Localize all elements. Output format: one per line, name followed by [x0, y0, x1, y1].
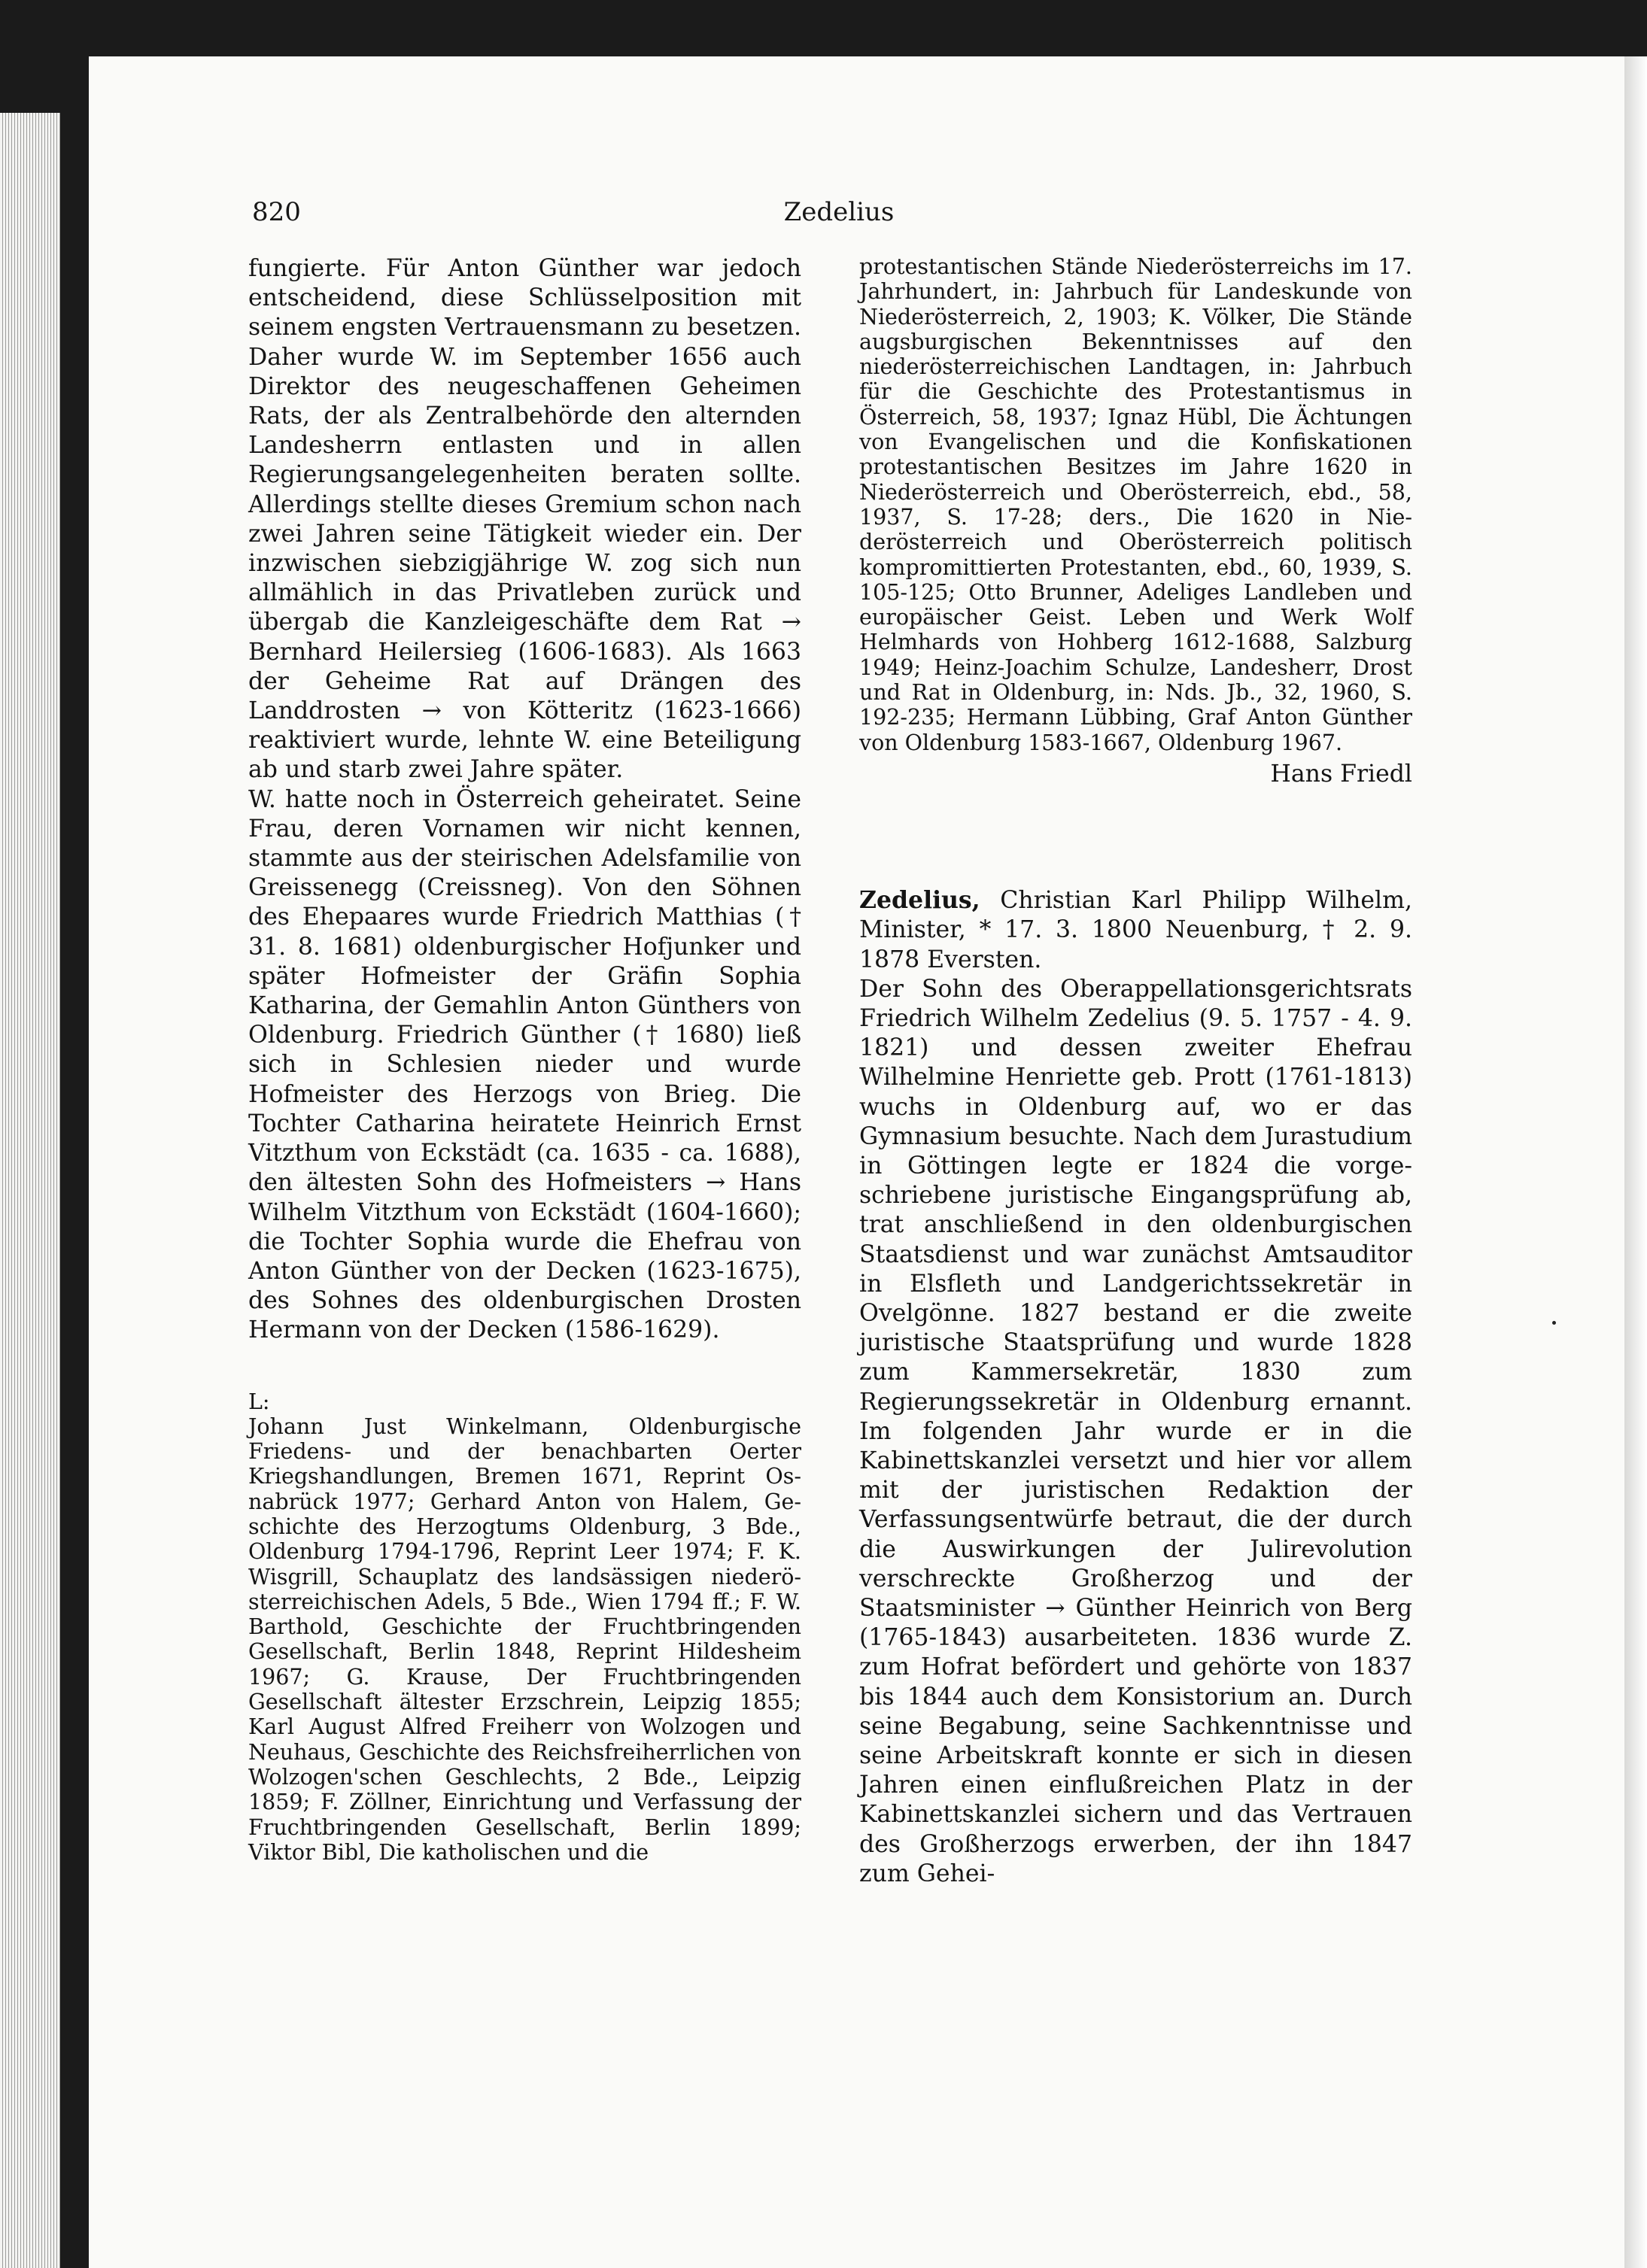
page-binding-edge: [1624, 56, 1647, 2268]
left-column: [248, 254, 801, 1865]
entry-heading: [859, 885, 1412, 975]
literature-list: Johann Just Winkelmann, Oldenburgische Friedens- und der benachbarten Oerter Kriegshandlungen, Bremen 1671, Reprint Osnabrück 1977; Gerhard Anton von Halem, Geschichte des Herzogtums Oldenburg, 3 Bde., Oldenburg 1794-1796, Reprint Leer 1974; F. K. Wisgrill, Schauplatz des landsässigen niederösterreichischen Adels, 5 Bde., Wien 1794 ff.; F. W. Barthold, Geschichte der Fruchtbringenden Gesellschaft, Berlin 1848, Reprint Hildesheim 1967; G. Krause, Der Fruchtbringenden Gesellschaft ältester Erzschrein, Leipzig 1855; Karl August Alfred Freiherr von Wolzogen und Neuhaus, Geschichte des Reichsfreiherrlichen von Wolzogen'schen Geschlechts, 2 Bde., Leipzig 1859; F. Zöllner, Einrichtung und Verfassung der Fruchtbringenden Gesellschaft, Berlin 1899; Viktor Bibl, Die katholischen und die: [248, 1413, 801, 1865]
body-paragraph: W. hatte noch in Österreich geheiratet. Seine Frau, deren Vornamen wir nicht kennen, stammte aus der steirischen Adelsfamilie von Greissenegg (Creissneg). Von den Söhnen des Ehepaares wurde Friedrich Matthias († 31. 8. 1681) oldenburgischer Hofjunker und später Hofmeister der Gräfin Sophia Katharina, der Gemahlin Anton Günthers von Oldenburg. Friedrich Günther († 1680) ließ sich in Schlesien nieder und wurde Hofmeister des Herzogs von Brieg. Die Tochter Catharina heiratete Heinrich Ernst Vitzthum von Eckstädt (ca. 1635 - ca. 1688), den ältesten Sohn des Hofmeisters → Hans Wilhelm Vitzthum von Eckstädt (1604-1660); die Tochter Sophia wurde die Ehefrau von Anton Günther von der Decken (1623-1675), des Sohnes des oldenburgischen Drosten Hermann von der Decken (1586-1629).: [248, 785, 801, 1344]
entry-body: Der Sohn des Oberappellationsgerichtsrats Friedrich Wilhelm Zedelius (9. 5. 1757 - 4. 9. 1821) und dessen zweiter Ehefrau Wilhelmine Henriette geb. Prott (1761-1813) wuchs in Oldenburg auf, wo er das Gymnasium besuchte. Nach dem Jurastudium in Göttingen legte er 1824 die vorgeschriebene juristische Eingangsprüfung ab, trat anschließend in den oldenburgischen Staatsdienst und war zunächst Amtsauditor in Elsfleth und Landgerichtssekretär in Ovelgönne. 1827 bestand er die zweite juristische Staatsprüfung und wurde 1828 zum Kammersekretär, 1830 zum Regierungssekretär in Oldenburg ernannt. Im folgenden Jahr wurde er in die Kabinettskanzlei versetzt und hier vor allem mit der juristischen Redaktion der Verfassungsentwürfe betraut, die der durch die Auswirkungen der Julirevolution verschreckte Großherzog und der Staatsminister → Günther Heinrich von Berg (1765-1843) ausarbeiteten. 1836 wurde Z. zum Hofrat befördert und gehörte von 1837 bis 1844 auch dem Konsistorium an. Durch seine Begabung, seine Sachkenntnisse und seine Arbeitskraft konnte er sich in diesen Jahren einen einflußreichen Platz in der Kabinettskanzlei sichern und das Vertrauen des Großherzogs erwerben, der ihn 1847 zum Gehei-: [859, 975, 1412, 1887]
entry-name: Zedelius,: [859, 886, 980, 915]
literature-label: L:: [248, 1389, 270, 1414]
body-paragraph: fungierte. Für Anton Günther war jedoch entscheidend, diese Schlüsselposition mit seinem engsten Vertrauensmann zu besetzen. Daher wurde W. im September 1656 auch Direktor des neugeschaffenen Geheimen Rats, der als Zentralbehörde den alternden Landesherrn entlasten und in allen Regierungsangelegenheiten beraten sollte. Allerdings stellte dieses Gremium schon nach zwei Jahren seine Tätigkeit wieder ein. Der inzwischen siebzigjährige W. zog sich nun allmählich in das Privatleben zurück und übergab die Kanzleigeschäfte dem Rat → Bernhard Heilersieg (1606-1683). Als 1663 der Geheime Rat auf Drängen des Landdrosten → von Kötteritz (1623-1666) reaktiviert wurde, lehnte W. eine Beteiligung ab und starb zwei Jahre später.: [248, 255, 801, 784]
page-number: 820: [252, 197, 301, 227]
literature-list-continued: protestantischen Stände Niederösterreichs im 17. Jahrhundert, in: Jahrbuch für Landeskunde von Niederösterreich, 2, 1903; K. Völker, Die Stände augsburgischen Bekenntnisses auf den niederösterreichischen Landtagen, in: Jahrbuch für die Geschichte des Protestantismus in Österreich, 58, 1937; Ignaz Hübl, Die Ächtungen von Evangelischen und die Konfiskationen protestantischen Besitzes im Jahre 1620 in Niederösterreich und Oberösterreich, ebd., 58, 1937, S. 17-28; ders., Die 1620 in Niederösterreich und Oberösterreich politisch kompromittierten Protestanten, ebd., 60, 1939, S. 105-125; Otto Brunner, Adeliges Landleben und europäischer Geist. Leben und Werk Wolf Helmhards von Hohberg 1612-1688, Salzburg 1949; Heinz-Joachim Schulze, Landesherr, Drost und Rat in Oldenburg, in: Nds. Jb., 32, 1960, S. 192-235; Hermann Lübbing, Graf Anton Günther von Oldenburg 1583-1667, Oldenburg 1967.: [859, 254, 1412, 755]
entry-heading-details: Christian Karl Philipp Wilhelm, Minister, * 17. 3. 1800 Neuenburg, † 2. 9. 1878 Eversten.: [859, 887, 1412, 973]
running-head: [252, 197, 1426, 235]
book-page-edges: [0, 113, 60, 2268]
author-signature: Hans Friedl: [1270, 760, 1412, 788]
scan-speck: [1552, 1321, 1556, 1325]
right-column: [859, 254, 1412, 1889]
running-head-title: Zedelius: [783, 197, 895, 227]
